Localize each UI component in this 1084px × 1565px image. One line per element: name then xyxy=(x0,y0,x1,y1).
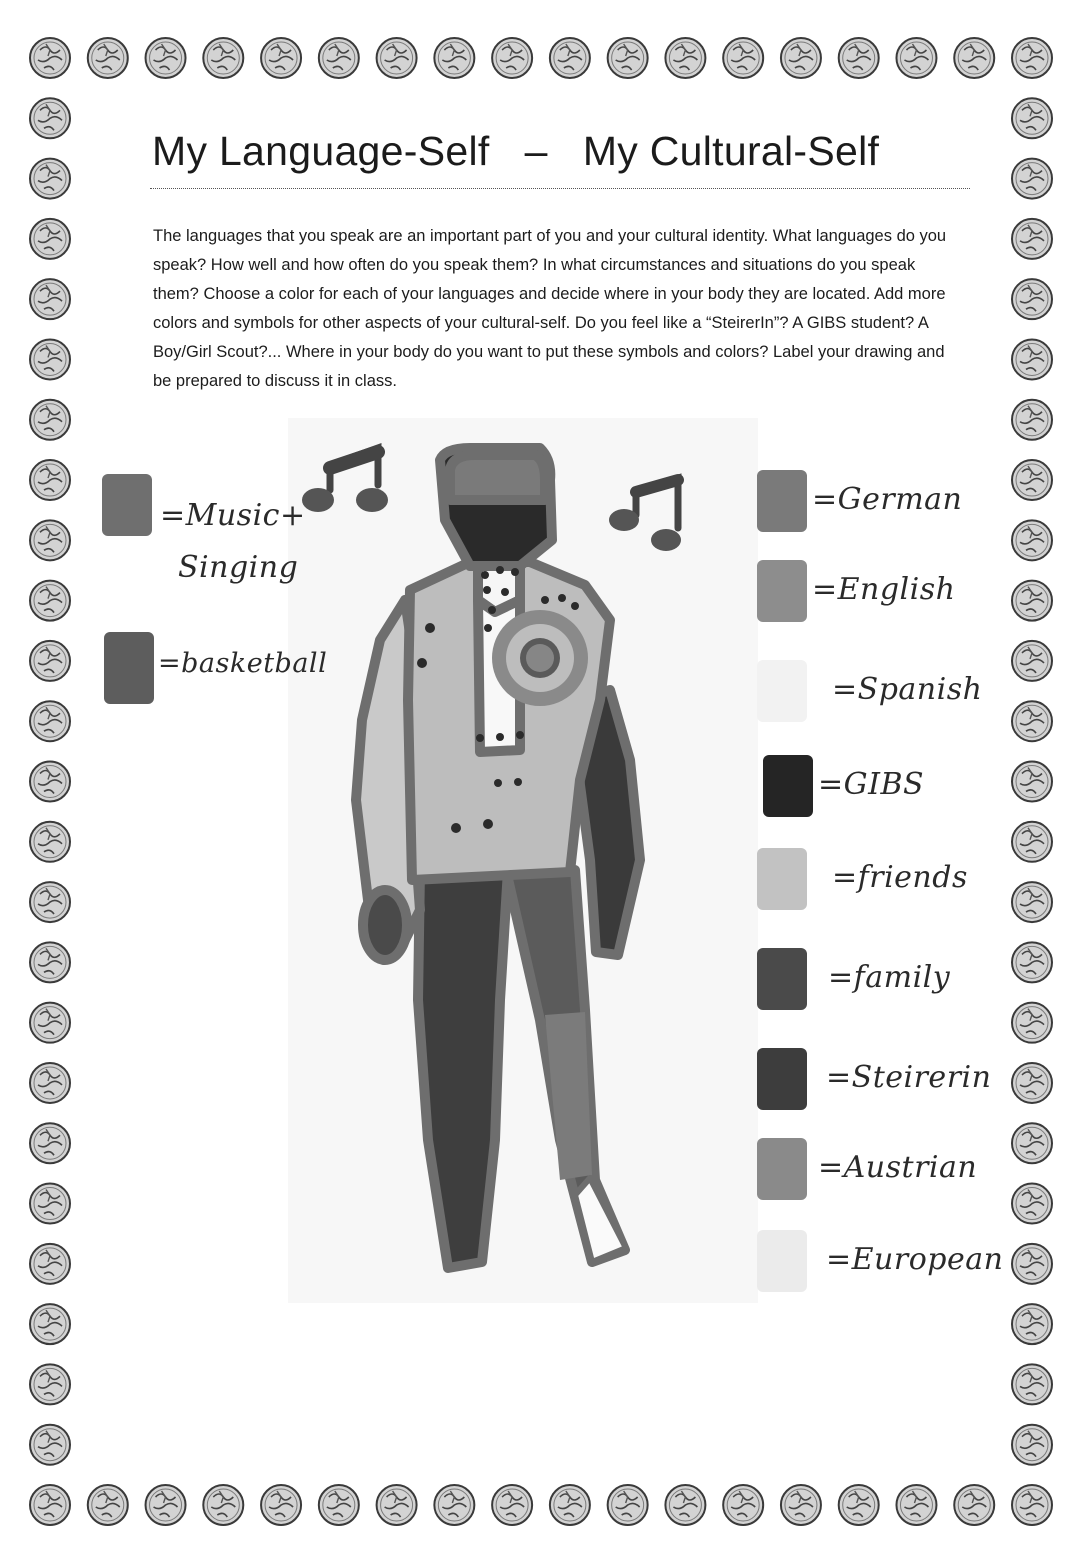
page-title: My Language-Self – My Cultural-Self xyxy=(152,128,880,174)
legend-label-right: =friends xyxy=(832,860,968,895)
swatch-legend-right xyxy=(757,1048,807,1110)
swatch-legend-right xyxy=(757,660,807,722)
legend-label-basketball: =basketball xyxy=(158,648,328,679)
legend-label-right: =Spanish xyxy=(832,672,983,707)
legend-label-singing: Singing xyxy=(178,550,299,585)
swatch-legend-right xyxy=(757,560,807,622)
legend-label-right: =family xyxy=(828,960,951,995)
legend-label-right: =European xyxy=(826,1242,1004,1277)
instructions-text: The languages that you speak are an important part of you and your cultural identity. What languages do you speak? How well and how often do you speak them? In what circumstances and situations do you speak them? Choose a color for each of your languages and decide where in your body they are located. Add more colors and symbols for other aspects of your cultural-self. Do you feel like a “SteirerIn”? A GIBS student? A Boy/Girl Scout?... Where in your body do you want to put these symbols and colors? Label your drawing and be prepared to discuss it in class. xyxy=(153,227,947,390)
chest-badge xyxy=(492,610,588,706)
swatch-legend-right xyxy=(757,1230,807,1292)
swatch-legend-right xyxy=(757,848,807,910)
legend-label-right: =English xyxy=(812,572,956,607)
swatch-legend-right xyxy=(763,755,813,817)
swatch-legend-right xyxy=(757,470,807,532)
legend-label-music: =Music+ xyxy=(160,498,306,533)
legend-label-right: =German xyxy=(812,482,963,517)
swatch-basketball xyxy=(104,632,154,704)
swatch-legend-right xyxy=(757,948,807,1010)
swatch-legend-right xyxy=(757,1138,807,1200)
legend-label-right: =Steirerin xyxy=(826,1060,992,1095)
swatch-music-singing xyxy=(102,474,152,536)
legend-label-right: =GIBS xyxy=(818,767,925,802)
legend-label-right: =Austrian xyxy=(818,1150,978,1185)
